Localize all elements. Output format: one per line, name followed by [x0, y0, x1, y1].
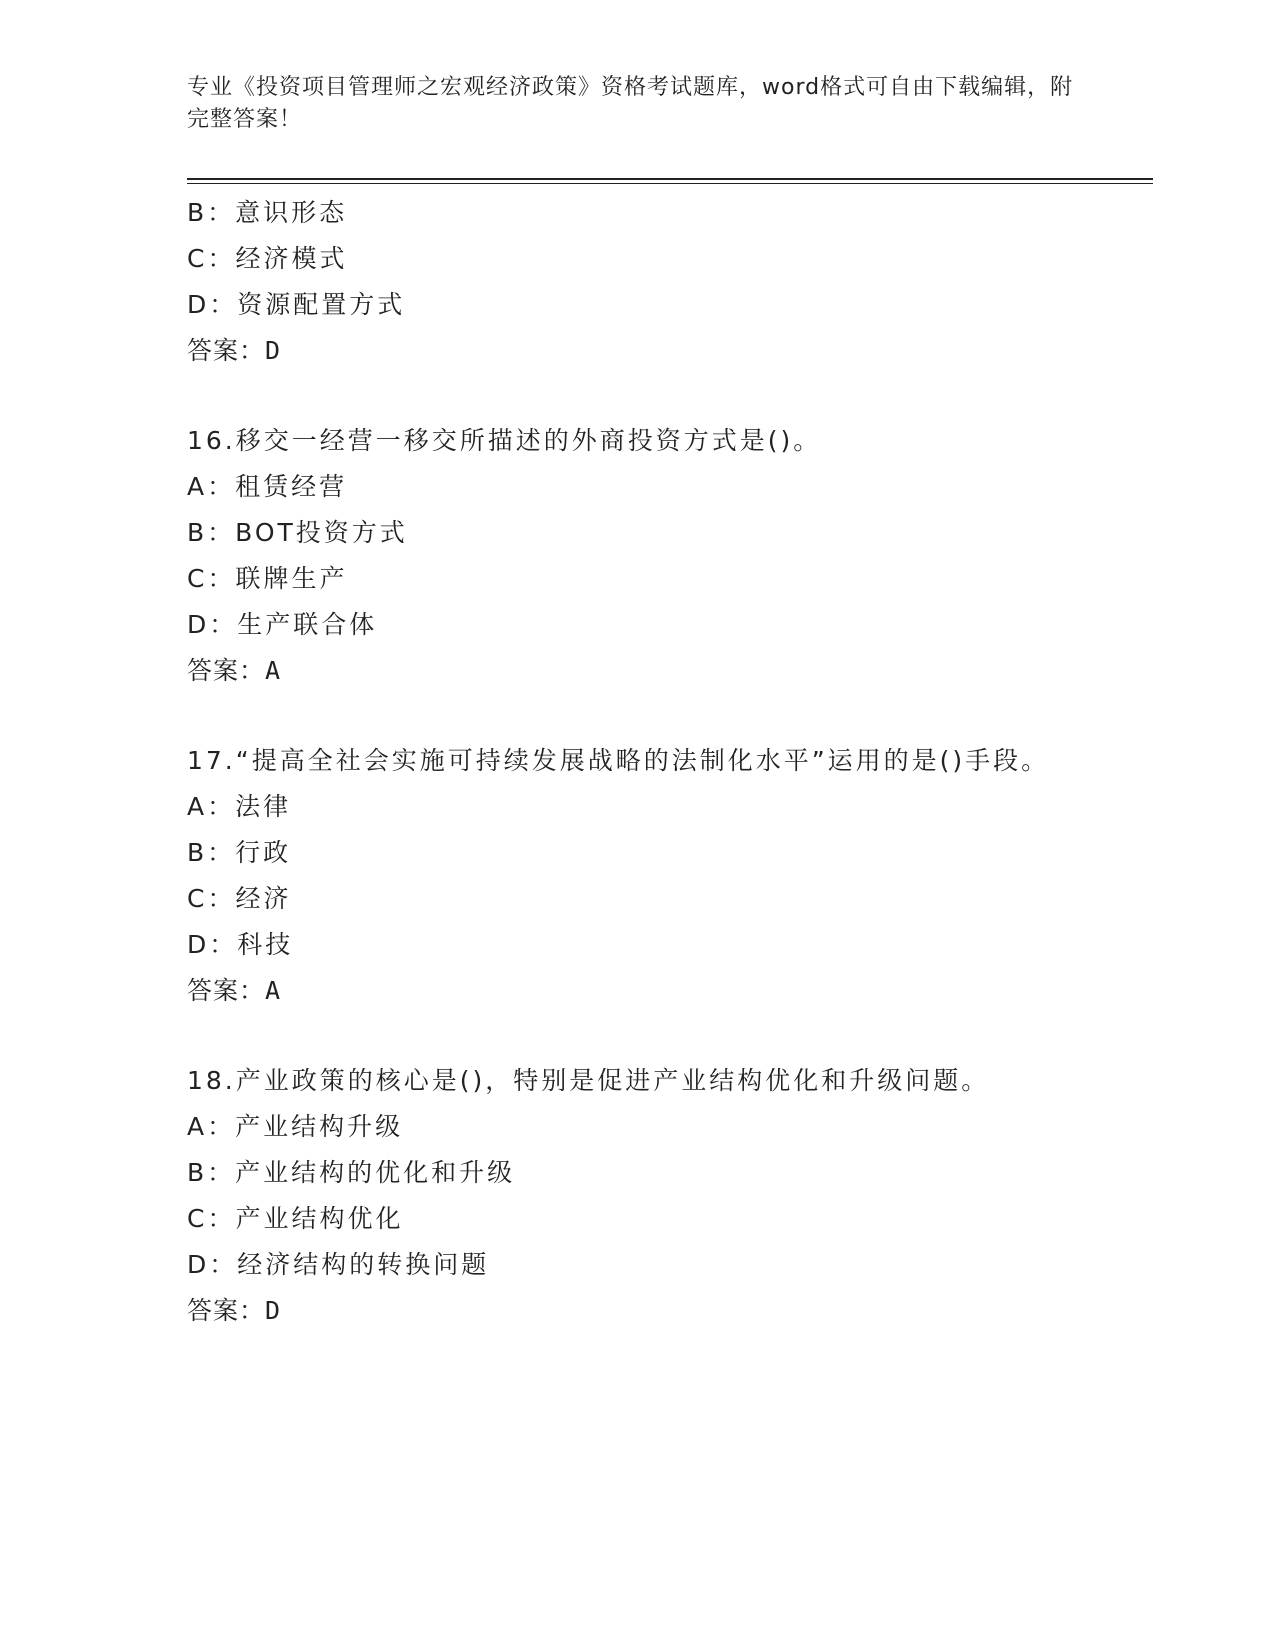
option-a: A：租赁经营 [187, 472, 348, 501]
question-text: 17.“提高全社会实施可持续发展战略的法制化水平”运用的是()手段。 [187, 746, 1050, 775]
question-17 [187, 738, 1087, 1014]
answer-value: A [265, 976, 282, 1005]
answer-label: 答案： [187, 1296, 266, 1325]
option-c: C：产业结构优化 [187, 1204, 404, 1233]
question-text: 16.移交一经营一移交所描述的外商投资方式是()。 [187, 426, 822, 455]
document-header: 专业《投资项目管理师之宏观经济政策》资格考试题库，word格式可自由下载编辑，附完整答案！ [187, 75, 1074, 132]
question-16 [187, 418, 1087, 694]
answer-label: 答案： [187, 976, 266, 1005]
option-c: C：经济 [187, 884, 292, 913]
answer [187, 328, 1087, 374]
answer [187, 1288, 1087, 1334]
answer-value: A [265, 656, 282, 685]
question-18 [187, 1058, 1087, 1334]
answer-value: D [265, 336, 282, 365]
option-a: A：法律 [187, 792, 292, 821]
option-b: B：BOT投资方式 [187, 518, 408, 547]
option-d: D：生产联合体 [187, 610, 378, 639]
option-c: C：联牌生产 [187, 564, 348, 593]
question-text: 18.产业政策的核心是()，特别是促进产业结构优化和升级问题。 [187, 1066, 990, 1095]
option-d: D：资源配置方式 [187, 290, 406, 319]
option-d: D：经济结构的转换问题 [187, 1250, 490, 1279]
option-b: B：产业结构的优化和升级 [187, 1158, 516, 1187]
header-divider-thin [187, 183, 1153, 184]
option-c: C：经济模式 [187, 244, 348, 273]
option-b: B：行政 [187, 838, 292, 867]
option-b: B：意识形态 [187, 198, 348, 227]
answer-label: 答案： [187, 336, 266, 365]
question-list [187, 190, 1087, 1334]
answer [187, 648, 1087, 694]
answer-value: D [265, 1296, 282, 1325]
partial-question [187, 190, 1087, 374]
answer-label: 答案： [187, 656, 266, 685]
answer [187, 968, 1087, 1014]
option-d: D：科技 [187, 930, 294, 959]
option-a: A：产业结构升级 [187, 1112, 404, 1141]
header-divider-thick [187, 178, 1153, 180]
